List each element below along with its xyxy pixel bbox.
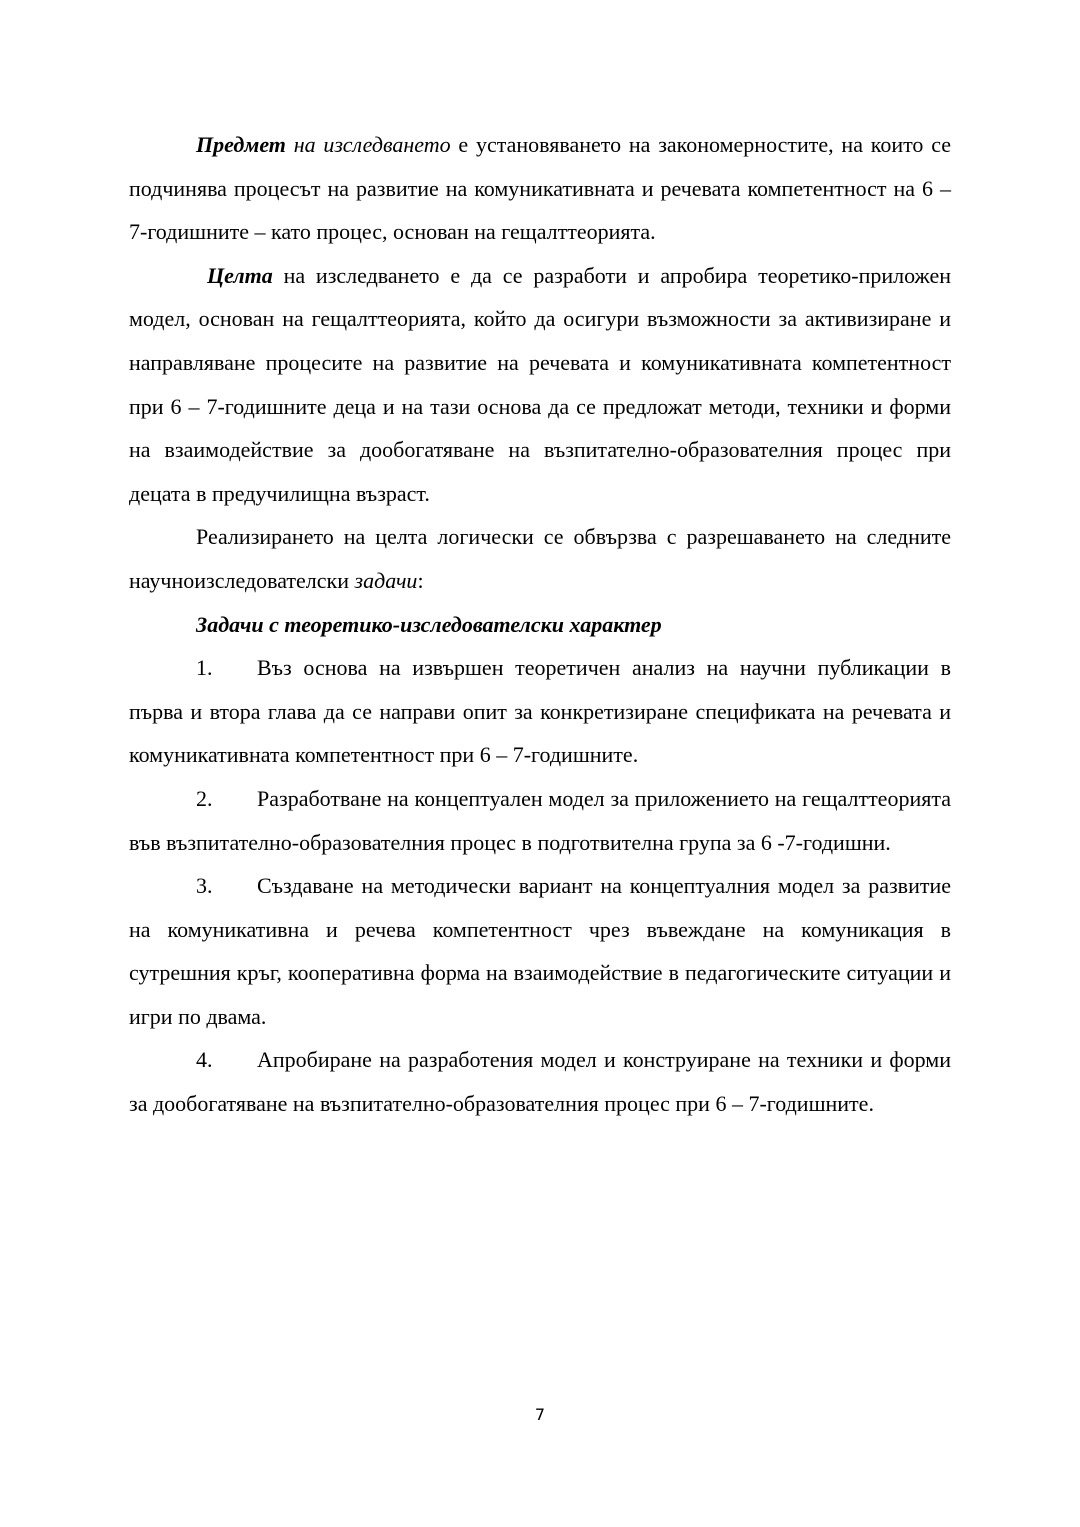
task-item [129, 646, 951, 777]
page-number: 7 [534, 1405, 546, 1424]
paragraph-realization [129, 515, 951, 602]
paragraph-goal-text: на изследването е да се разработи и апробира теоретико-приложен модел, основан на гещалттеорията, който да осигури възможности за активизиране и направляване процесите на развитие на речевата и комуникативната компетентност при 6 – 7-годишните деца и на тази основа да се предложат методи, техники и форми на взаимодействие за дообогатяване на възпитателно-образователния процес при децата в предучилищна възраст. [129, 262, 951, 506]
task-text: Разработване на концептуален модел за приложението на гещалттеорията във възпитателно-образователния процес в подготвителна група за 6 -7-годишни. [129, 785, 951, 855]
task-number: 2. [196, 785, 213, 811]
task-number: 4. [196, 1047, 213, 1073]
term-subject: Предмет [196, 132, 286, 157]
task-text: Създаване на методически вариант на концептуалния модел за развитие на комуникативна и речева компетентност чрез въвеждане на комуникация в сутрешния кръг, кооперативна форма на взаимодействие в педагогическите ситуации и игри по двама. [129, 873, 951, 1029]
tasks-heading: Задачи с теоретико-изследователски характер [196, 611, 662, 637]
task-number: 3. [196, 873, 213, 899]
term-tasks: задачи [354, 567, 418, 593]
task-text: Въз основа на извършен теоретичен анализ на научни публикации в първа и втора глава да се направи опит за конкретизиране спецификата на речевата и комуникативната компетентност при 6 – 7-годишните. [129, 655, 951, 768]
paragraph-goal [129, 254, 951, 516]
task-item [129, 777, 951, 864]
task-number: 1. [196, 655, 213, 681]
term-goal: Целта [207, 262, 273, 288]
paragraph-subject [129, 123, 951, 254]
paragraph-subject-text: е установяването на закономерностите, на които се подчинява процесът на развитие на комуникативната и речевата компетентност на 6 – 7-годишните – като процес, основан на гещалттеорията. [129, 132, 952, 245]
task-item [129, 1038, 951, 1125]
term-subject-tail: на изследването [293, 132, 451, 157]
document-page [129, 123, 951, 1126]
task-item [129, 864, 951, 1038]
task-text: Апробиране на разработения модел и конструиране на техники и форми за дообогатяване на възпитателно-образователния процес при 6 – 7-годишните. [129, 1047, 951, 1117]
paragraph-realization-tail: : [417, 567, 424, 593]
paragraph-realization-text: Реализирането на целта логически се обвързва с разрешаването на следните научноизследователски [129, 524, 951, 593]
